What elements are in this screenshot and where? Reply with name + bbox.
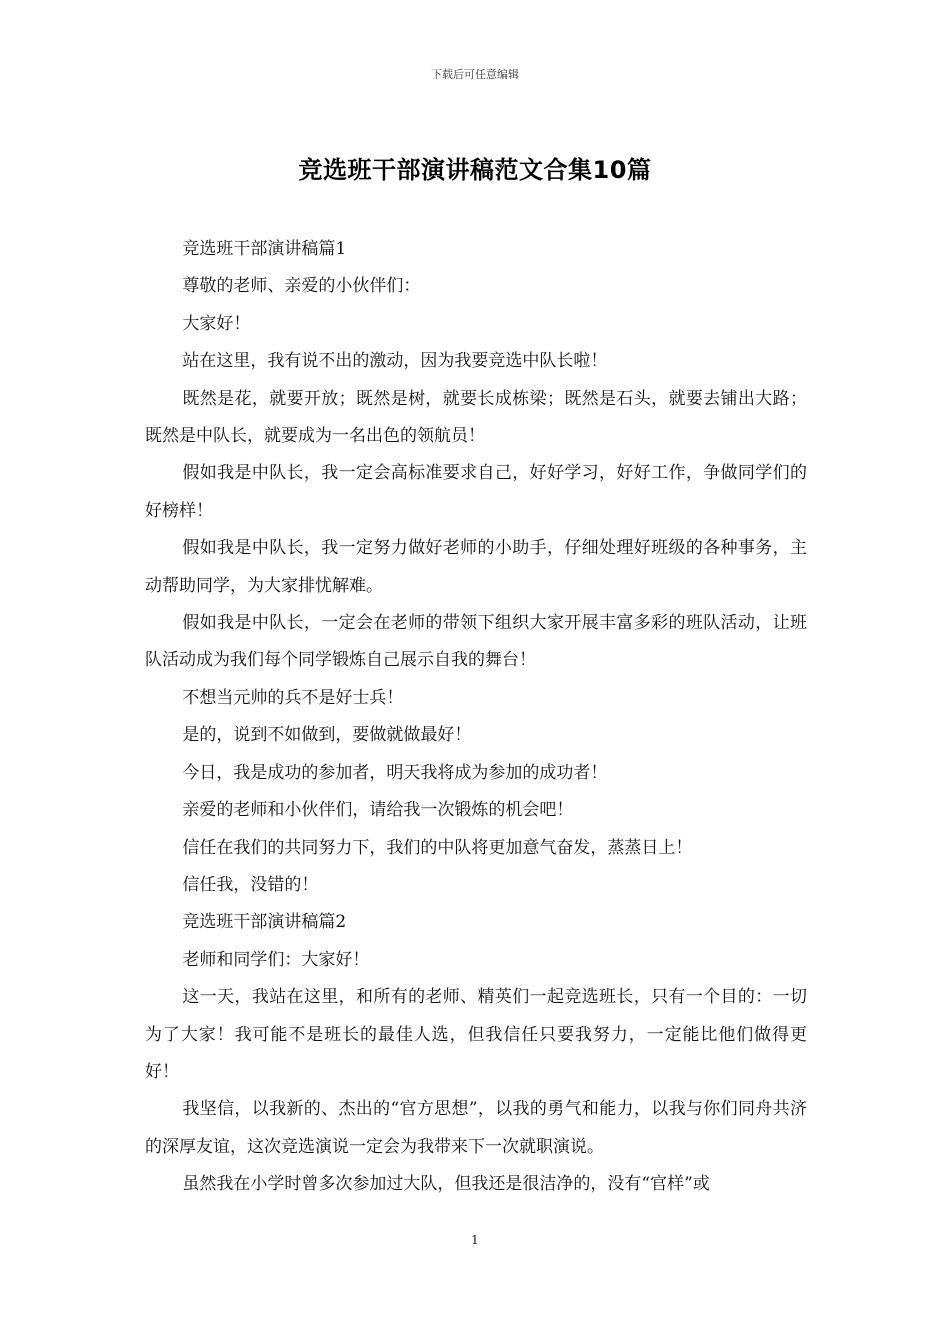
paragraph: 站在这里，我有说不出的激动，因为我要竞选中队长啦！ xyxy=(182,351,608,372)
paragraph: 假如我是中队长，一定会在老师的带领下组织大家开展丰富多彩的班队活动，让班队活动成为我们每个同学锻炼自己展示自我的舞台！ xyxy=(145,613,807,671)
paragraph: 不想当元帅的兵不是好士兵！ xyxy=(182,687,404,708)
paragraph-section-heading-1: 竞选班干部演讲稿篇1 xyxy=(182,239,347,259)
paragraph: 假如我是中队长，我一定努力做好老师的小助手，仔细处理好班级的各种事务，主动帮助同学，为大家排忧解难。 xyxy=(145,538,807,596)
paragraph: 假如我是中队长，我一定会高标准要求自己，好好学习，好好工作，争做同学们的好榜样！ xyxy=(145,463,807,521)
paragraph: 亲爱的老师和小伙伴们，请给我一次锻炼的机会吧！ xyxy=(182,800,574,821)
document-body xyxy=(145,231,807,1204)
paragraph: 既然是花，就要开放；既然是树，就要长成栋梁；既然是石头，就要去铺出大路；既然是中队长，就要成为一名出色的领航员！ xyxy=(145,388,807,447)
header-note: 下载后可任意编辑 xyxy=(431,68,519,81)
paragraph-salutation: 尊敬的老师、亲爱的小伙伴们： xyxy=(182,276,421,297)
paragraph-greeting: 大家好！ xyxy=(182,313,251,334)
paragraph: 这一天，我站在这里，和所有的老师、精英们一起竞选班长，只有一个目的：一切为了大家！我可能不是班长的最佳人选，但我信任只要我努力，一定能比他们做得更好！ xyxy=(145,987,807,1082)
paragraph-greeting: 老师和同学们：大家好！ xyxy=(182,949,370,970)
paragraph: 信任在我们的共同努力下，我们的中队将更加意气奋发，蒸蒸日上！ xyxy=(182,837,693,858)
paragraph: 虽然我在小学时曾多次参加过大队，但我还是很洁净的，没有“官样”或 xyxy=(182,1174,710,1195)
page-number: 1 xyxy=(471,1233,479,1247)
document-title: 竞选班干部演讲稿范文合集10篇 xyxy=(298,156,652,184)
paragraph-section-heading-2: 竞选班干部演讲稿篇2 xyxy=(182,912,347,933)
paragraph: 今日，我是成功的参加者，明天我将成为参加的成功者！ xyxy=(182,762,608,783)
paragraph: 信任我，没错的！ xyxy=(182,874,319,895)
paragraph: 我坚信，以我新的、杰出的“官方思想”，以我的勇气和能力，以我与你们同舟共济的深厚友谊，这次竞选演说一定会为我带来下一次就职演说。 xyxy=(145,1099,807,1157)
paragraph: 是的，说到不如做到，要做就做最好！ xyxy=(182,725,472,746)
